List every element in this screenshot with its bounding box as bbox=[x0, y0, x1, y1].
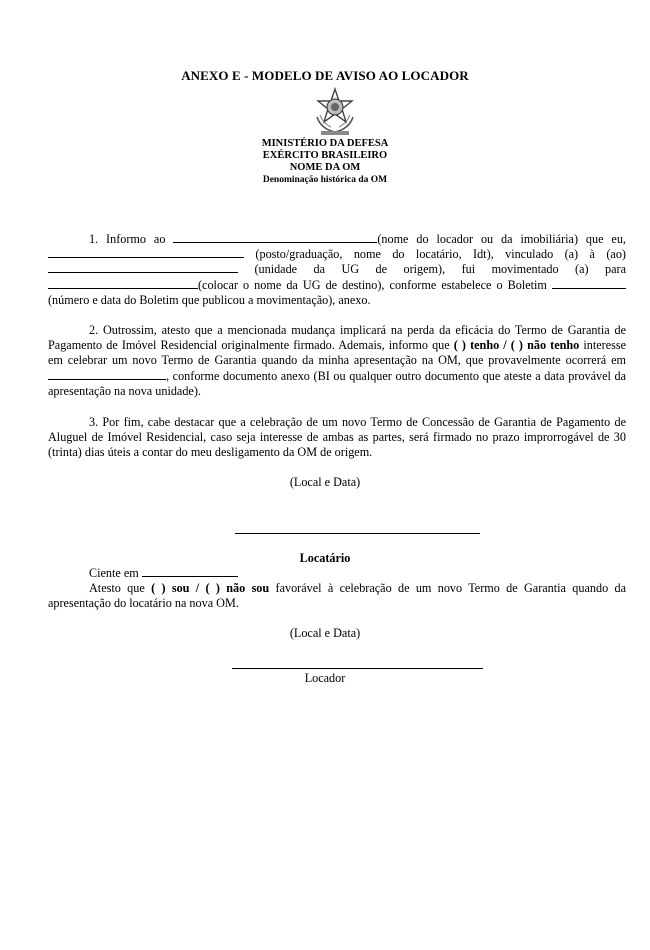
interest-options[interactable]: ( ) tenho / ( ) não tenho bbox=[453, 338, 580, 353]
blank-tenant-info[interactable] bbox=[48, 247, 244, 258]
atesto-text-a: Atesto que bbox=[89, 581, 152, 595]
p1-text-a: 1. Informo ao bbox=[89, 232, 174, 246]
paragraph-2 bbox=[48, 323, 626, 399]
p1-text-c: (posto/graduação, nome do locatário, Idt), vinculado (a) à (ao) bbox=[244, 247, 626, 262]
p1-text-e: (colocar o nome da UG de destino), conforme estabelece o Boletim bbox=[198, 277, 547, 292]
landlord-label: Locador bbox=[304, 671, 346, 685]
blank-origin-ug[interactable] bbox=[48, 262, 238, 273]
p2-text-d: , conforme documento anexo (BI ou qualquer outro documento que ateste a data provável da apresentação na nova unidade). bbox=[48, 368, 626, 398]
blank-bulletin[interactable] bbox=[552, 278, 626, 289]
p2-text-c: interesse em celebrar um novo Termo de Garantia quando da minha apresentação na OM, que provavelmente ocorrerá em bbox=[48, 338, 626, 368]
org-ministry: MINISTÉRIO DA DEFESA bbox=[261, 138, 389, 149]
p1-text-d: (unidade da UG de origem), fui movimentado (a) para bbox=[238, 262, 626, 277]
ciente-line bbox=[48, 566, 626, 581]
landlord-signature-line[interactable] bbox=[232, 668, 483, 669]
blank-landlord-name[interactable] bbox=[173, 232, 377, 243]
p2-text-a: 2. Outrossim, atesto que a mencionada mudança implicará na perda da eficácia do Termo de Garantia de Pagamento de Imóvel Residencial originalmente firmado. Ademais, informo que bbox=[48, 323, 626, 353]
paragraph-3: 3. Por fim, cabe destacar que a celebração de um novo Termo de Concessão de Garantia de Pagamento de Aluguel de Imóvel Residencial, caso seja interesse de ambas as partes, será firmado no prazo improrrogável de 30 (trinta) dias úteis a contar do meu desligamento da OM de origem. bbox=[48, 415, 626, 460]
blank-ciente-date[interactable] bbox=[142, 566, 238, 577]
coat-of-arms-emblem bbox=[313, 87, 357, 137]
ciente-text: Ciente em bbox=[89, 566, 142, 580]
org-army: EXÉRCITO BRASILEIRO bbox=[262, 150, 388, 161]
p1-text-b: (nome do locador ou da imobiliária) que eu, bbox=[377, 232, 626, 246]
blank-presentation-date[interactable] bbox=[48, 369, 166, 380]
atesto-paragraph bbox=[48, 581, 626, 611]
tenant-label: Locatário bbox=[299, 551, 351, 565]
atesto-text-c: favorável à celebração de um novo Termo de Garantia quando da apresentação do locatário na nova OM. bbox=[48, 581, 626, 611]
blank-destination-ug[interactable] bbox=[48, 278, 198, 289]
local-date-2: (Local e Data) bbox=[289, 626, 361, 640]
p1-text-f: (número e data do Boletim que publicou a movimentação), anexo. bbox=[48, 292, 371, 307]
local-date-1: (Local e Data) bbox=[289, 475, 361, 489]
favor-options[interactable]: ( ) sou / ( ) não sou bbox=[151, 581, 270, 595]
document-title: ANEXO E - MODELO DE AVISO AO LOCADOR bbox=[181, 68, 469, 83]
org-historic-name: Denominação histórica da OM bbox=[262, 175, 388, 185]
org-unit-name: NOME DA OM bbox=[289, 162, 361, 173]
paragraph-1 bbox=[48, 232, 626, 308]
tenant-signature-line[interactable] bbox=[235, 533, 480, 534]
